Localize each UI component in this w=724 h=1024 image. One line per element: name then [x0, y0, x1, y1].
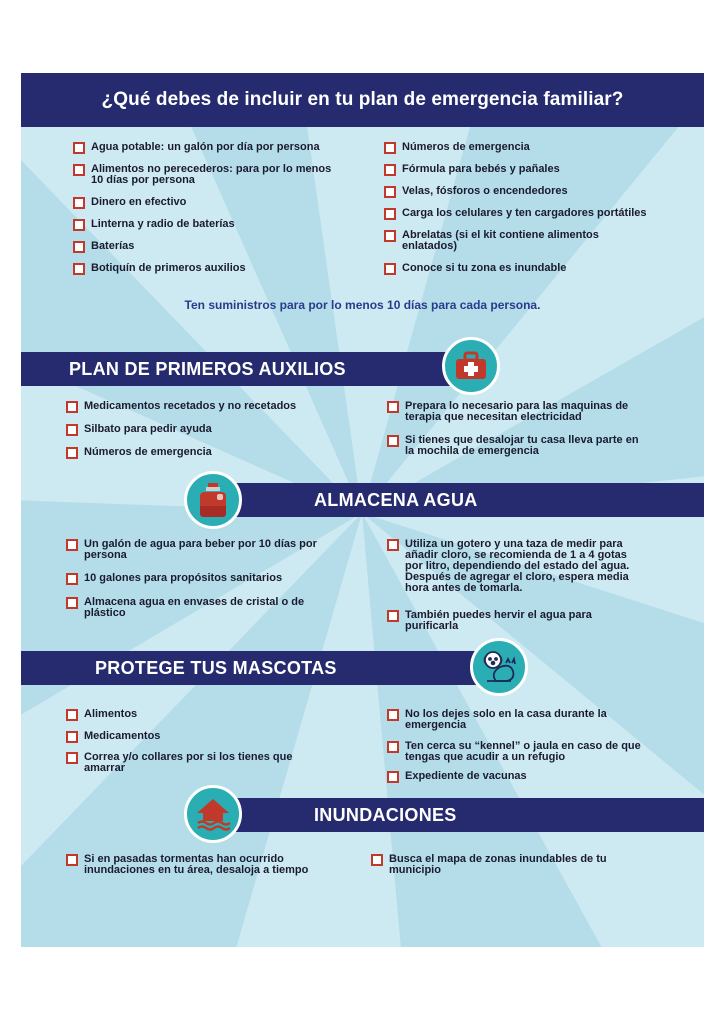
section-title-flood: INUNDACIONES — [214, 798, 704, 832]
list-item: Agua potable: un galón por día por persona — [73, 142, 363, 154]
checkbox[interactable] — [66, 709, 78, 721]
checkbox[interactable] — [66, 424, 78, 436]
list-item: Alimentos — [66, 709, 366, 721]
checkbox[interactable] — [384, 186, 396, 198]
poster — [21, 73, 704, 947]
checkbox[interactable] — [73, 197, 85, 209]
list-item: Baterías — [73, 241, 363, 253]
list-item: Fórmula para bebés y pañales — [384, 164, 684, 176]
list-item: Si tienes que desalojar tu casa lleva parte en la mochila de emergencia — [387, 435, 687, 457]
checkbox[interactable] — [66, 731, 78, 743]
pets-icon — [470, 638, 528, 696]
checkbox[interactable] — [387, 539, 399, 551]
checkbox[interactable] — [73, 219, 85, 231]
list-item: Prepara lo necesario para las maquinas de terapia que necesitan electricidad — [387, 401, 687, 423]
list-item: Números de emergencia — [384, 142, 684, 154]
checkbox[interactable] — [66, 447, 78, 459]
checkbox[interactable] — [384, 208, 396, 220]
list-item: Almacena agua en envases de cristal o de plástico — [66, 597, 366, 619]
list-item: Si en pasadas tormentas han ocurrido inundaciones en tu área, desaloja a tiempo — [66, 854, 366, 876]
checkbox[interactable] — [387, 709, 399, 721]
checkbox[interactable] — [66, 854, 78, 866]
first-aid-kit-icon — [442, 337, 500, 395]
section-title-water: ALMACENA AGUA — [214, 483, 704, 517]
list-item: Abrelatas (si el kit contiene alimentos enlatados) — [384, 230, 684, 252]
list-item: Velas, fósforos o encendedores — [384, 186, 684, 198]
list-item: Números de emergencia — [66, 447, 366, 459]
list-item: 10 galones para propósitos sanitarios — [66, 573, 366, 585]
checkbox[interactable] — [66, 597, 78, 609]
checkbox[interactable] — [73, 241, 85, 253]
section-title-first-aid: PLAN DE PRIMEROS AUXILIOS — [21, 352, 461, 386]
checkbox[interactable] — [387, 401, 399, 413]
checkbox[interactable] — [66, 752, 78, 764]
list-item: Correa y/o collares por si los tienes que amarrar — [66, 752, 366, 774]
checkbox[interactable] — [384, 263, 396, 275]
list-item: Botiquín de primeros auxilios — [73, 263, 363, 275]
list-item: Conoce si tu zona es inundable — [384, 263, 684, 275]
checkbox[interactable] — [387, 771, 399, 783]
checkbox[interactable] — [387, 741, 399, 753]
supplies-note: Ten suministros para por lo menos 10 días para cada persona. — [184, 298, 541, 312]
checkbox[interactable] — [384, 164, 396, 176]
list-item: Linterna y radio de baterías — [73, 219, 363, 231]
list-item: Medicamentos recetados y no recetados — [66, 401, 366, 413]
list-item: Medicamentos — [66, 731, 366, 743]
list-item: Dinero en efectivo — [73, 197, 363, 209]
list-item: También puedes hervir el agua para purificarla — [387, 610, 687, 632]
list-item: Utiliza un gotero y una taza de medir para añadir cloro, se recomienda de 1 a 4 gotas por litro, dependiendo del estado del agua. Después de agregar el cloro, espera media hora antes de tomarla. — [387, 539, 687, 594]
list-item: Expediente de vacunas — [387, 771, 687, 783]
list-item: Alimentos no perecederos: para por lo menos 10 días por persona — [73, 164, 363, 186]
page-title: ¿Qué debes de incluir en tu plan de emergencia familiar? — [21, 73, 704, 127]
checkbox[interactable] — [66, 401, 78, 413]
checkbox[interactable] — [384, 142, 396, 154]
list-item: No los dejes solo en la casa durante la emergencia — [387, 709, 687, 731]
water-jug-icon — [184, 471, 242, 529]
section-title-pets: PROTEGE TUS MASCOTAS — [21, 651, 491, 685]
checkbox[interactable] — [73, 164, 85, 176]
checkbox[interactable] — [66, 573, 78, 585]
flooded-house-icon — [184, 785, 242, 843]
checkbox[interactable] — [384, 230, 396, 242]
list-item: Silbato para pedir ayuda — [66, 424, 366, 436]
list-item: Ten cerca su “kennel” o jaula en caso de que tengas que acudir a un refugio — [387, 741, 687, 763]
checkbox[interactable] — [387, 610, 399, 622]
list-item: Un galón de agua para beber por 10 días por persona — [66, 539, 366, 561]
checkbox[interactable] — [387, 435, 399, 447]
checkbox[interactable] — [73, 142, 85, 154]
checkbox[interactable] — [371, 854, 383, 866]
list-item: Carga los celulares y ten cargadores portátiles — [384, 208, 684, 220]
checkbox[interactable] — [66, 539, 78, 551]
list-item: Busca el mapa de zonas inundables de tu municipio — [371, 854, 671, 876]
checkbox[interactable] — [73, 263, 85, 275]
